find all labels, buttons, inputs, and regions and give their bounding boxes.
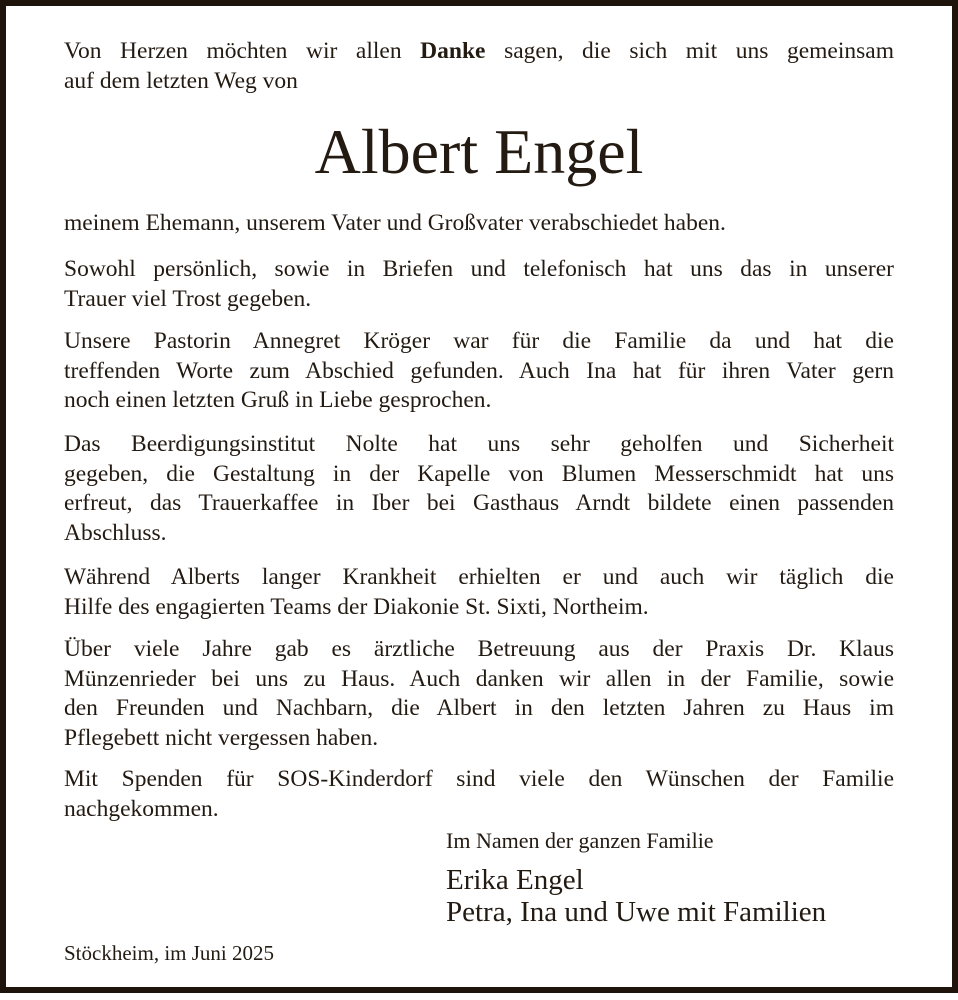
- paragraph-line: Unsere Pastorin Annegret Kröger war für die Familie da und hat die: [64, 328, 894, 354]
- paragraph-line: nachgekommen.: [64, 795, 219, 822]
- body-paragraph: [64, 430, 894, 548]
- body-paragraph: [64, 327, 894, 416]
- body-paragraph: [64, 765, 894, 824]
- paragraph-line: noch einen letzten Gruß in Liebe gesprochen.: [64, 387, 492, 413]
- paragraph-line: meinem Ehemann, unserem Vater und Großvater verabschiedet haben.: [64, 210, 726, 236]
- paragraph-line: Sowohl persönlich, sowie in Briefen und telefonisch hat uns das in unserer: [64, 256, 894, 282]
- paragraph-line: den Freunden und Nachbarn, die Albert in den letzten Jahren zu Haus im: [64, 695, 894, 721]
- signature-name-2: Petra, Ina und Uwe mit Familien: [446, 896, 827, 928]
- paragraph-line: Abschluss.: [64, 519, 167, 546]
- place-date: Stöckheim, im Juni 2025: [64, 941, 274, 965]
- intro-text: Von Herzen möchten wir allen: [64, 38, 421, 64]
- paragraph-line: Hilfe des engagierten Teams der Diakonie St. Sixti, Northeim.: [64, 593, 649, 620]
- paragraph-line: Pflegebett nicht vergessen haben.: [64, 724, 379, 751]
- body-paragraph: [64, 563, 894, 622]
- body-paragraph: [64, 635, 894, 753]
- intro-bold-danke: Danke: [420, 38, 486, 64]
- paragraph-line: erfreut, das Trauerkaffee in Iber bei Gasthaus Arndt bildete einen passenden: [64, 490, 894, 516]
- intro-paragraph: [64, 37, 894, 96]
- intro-line-2: auf dem letzten Weg von: [64, 67, 298, 94]
- paragraph-line: Während Alberts langer Krankheit erhielten er und auch wir täglich die: [64, 564, 894, 590]
- paragraph-line: Mit Spenden für SOS-Kinderdorf sind viele den Wünschen der Familie: [64, 766, 894, 792]
- paragraph-line: Über viele Jahre gab es ärztliche Betreuung aus der Praxis Dr. Klaus: [64, 636, 894, 662]
- intro-line-1: [64, 37, 894, 67]
- intro-text: sagen, die sich mit uns gemeinsam: [485, 38, 894, 64]
- body-paragraph: [64, 255, 894, 314]
- paragraph-line: Münzenrieder bei uns zu Haus. Auch danken wir allen in der Familie, sowie: [64, 665, 894, 692]
- paragraph-line: Trauer viel Trost gegeben.: [64, 285, 312, 312]
- paragraph-line: gegeben, die Gestaltung in der Kapelle von Blumen Messerschmidt hat uns: [64, 460, 894, 487]
- deceased-name: Albert Engel: [314, 116, 644, 187]
- paragraph-line: Das Beerdigungsinstitut Nolte hat uns sehr geholfen und Sicherheit: [64, 431, 894, 457]
- paragraph-line: treffenden Worte zum Abschied gefunden. Auch Ina hat für ihren Vater gern: [64, 357, 894, 384]
- signature-name-1: Erika Engel: [446, 864, 584, 896]
- body-paragraph: [64, 209, 894, 239]
- signature-intro: Im Namen der ganzen Familie: [446, 828, 714, 853]
